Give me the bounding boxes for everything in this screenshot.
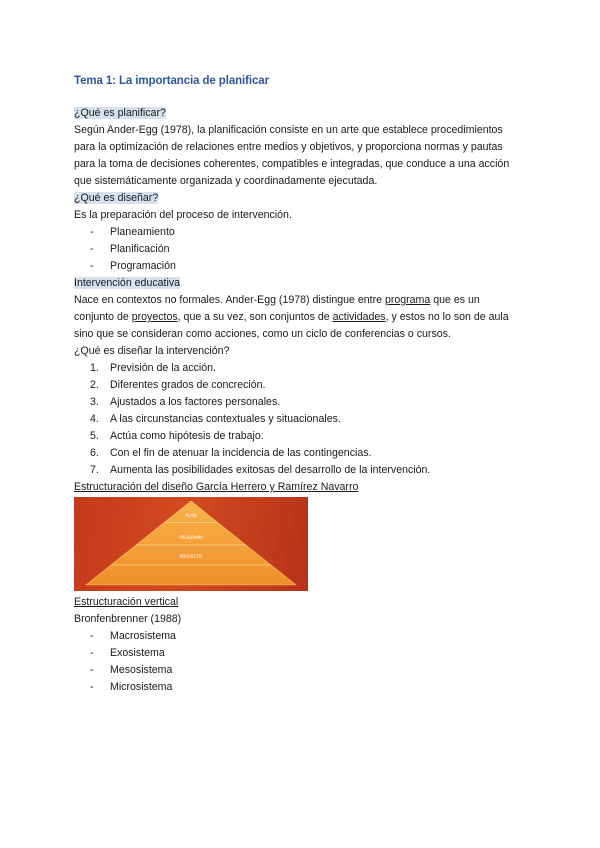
list-item: - Planeamiento — [74, 224, 544, 241]
question-line: ¿Qué es diseñar la intervención? — [74, 345, 230, 357]
heading-vertical-structure: Estructuración vertical — [74, 596, 179, 608]
numbered-item: 6. Con el fin de atenuar la incidencia de las contingencias. — [90, 447, 372, 459]
pyramid-diagram — [74, 497, 308, 591]
list-item: - Programación — [74, 258, 544, 275]
author-line: Bronfenbrenner (1988) — [74, 613, 182, 625]
heading-what-is-planning: ¿Qué es planificar? — [74, 107, 166, 119]
term-proyectos: proyectos — [131, 311, 178, 323]
numbered-item: 5. Actúa como hipótesis de trabajo. — [90, 430, 264, 442]
numbered-item: 4. A las circunstancias contextuales y situacionales. — [90, 413, 341, 425]
paragraph-line: conjunto de proyectos, que a su vez, son conjuntos de actividades, y estos no lo son de aula — [74, 311, 509, 323]
pyramid-level-plan: PLAN — [185, 513, 197, 518]
list-item: - Macrosistema — [74, 628, 544, 645]
dash-bullet-icon: - — [90, 681, 94, 693]
dash-bullet-icon: - — [90, 647, 94, 659]
dash-bullet-icon: - — [90, 226, 94, 238]
dash-bullet-icon: - — [90, 243, 94, 255]
numbered-item: 3. Ajustados a los factores personales. — [90, 396, 281, 408]
paragraph-line: Según Ander-Egg (1978), la planificación consiste en un arte que establece procedimientos — [74, 124, 503, 136]
paragraph-line: sino que se consideran como acciones, como un ciclo de conferencias o cursos. — [74, 328, 451, 340]
numbered-item: 2. Diferentes grados de concreción. — [90, 379, 266, 391]
paragraph-line: Es la preparación del proceso de intervención. — [74, 209, 292, 221]
paragraph-line: que sistemáticamente organizada y coordinadamente ejecutada. — [74, 175, 378, 187]
paragraph-line: Nace en contextos no formales. Ander-Egg (1978) distingue entre programa que es un — [74, 294, 480, 306]
paragraph-line: para la toma de decisiones coherentes, compatibles e integradas, que conduce a una acción — [74, 158, 510, 170]
document-body — [74, 105, 544, 696]
numbered-item: 1. Previsión de la acción. — [90, 362, 216, 374]
heading-educational-intervention: Intervención educativa — [74, 277, 181, 289]
list-item: - Planificación — [74, 241, 544, 258]
pyramid-level-programa: PROGRAMA — [178, 535, 204, 540]
dash-bullet-icon: - — [90, 630, 94, 642]
term-actividades: actividades — [332, 311, 386, 323]
pyramid-svg — [74, 497, 308, 591]
list-item: - Microsistema — [74, 679, 544, 696]
heading-what-is-designing: ¿Qué es diseñar? — [74, 192, 159, 204]
heading-design-structure: Estructuración del diseño García Herrero y Ramírez Navarro — [74, 481, 359, 493]
dash-bullet-icon: - — [90, 664, 94, 676]
paragraph-line: para la optimización de relaciones entre medios y objetivos, y proporciona normas y pautas — [74, 141, 503, 153]
numbered-item: 7. Aumenta las posibilidades exitosas del desarrollo de la intervención. — [90, 464, 431, 476]
term-programa: programa — [384, 294, 431, 306]
list-item: - Mesosistema — [74, 662, 544, 679]
dash-bullet-icon: - — [90, 260, 94, 272]
page-title: Tema 1: La importancia de planificar — [74, 75, 269, 87]
pyramid-level-proyecto: PROYECTO — [179, 554, 203, 559]
list-item: - Exosistema — [74, 645, 544, 662]
